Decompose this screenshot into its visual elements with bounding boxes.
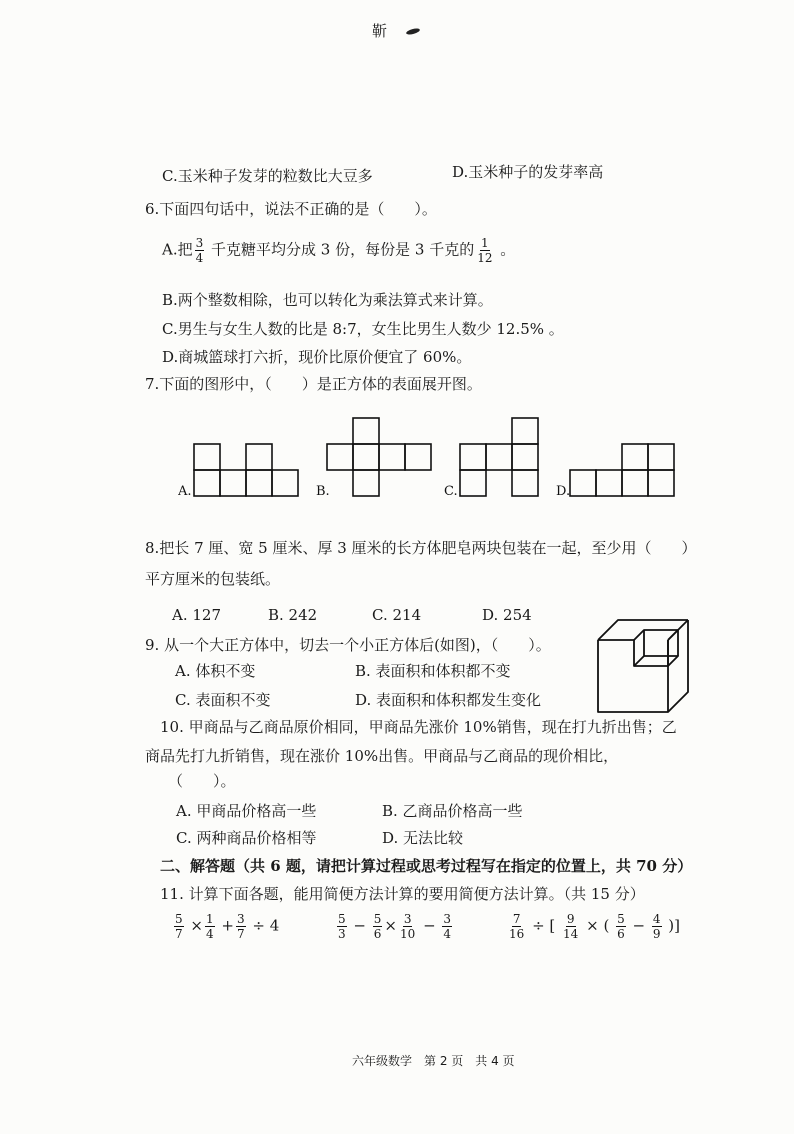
q6-a-middle: 千克糖平均分成 3 份，每份是 3 千克的 xyxy=(211,240,475,259)
fraction-denominator: 7 xyxy=(237,927,245,941)
fraction xyxy=(562,913,579,940)
operator: )] xyxy=(668,916,681,935)
q10-option-b: B. 乙商品价格高一些 xyxy=(382,802,523,820)
fraction-denominator: 12 xyxy=(477,251,493,265)
fraction-numerator: 3 xyxy=(237,912,245,926)
fraction xyxy=(373,913,383,940)
fraction xyxy=(205,913,215,940)
fraction xyxy=(174,913,184,940)
fraction-numerator: 3 xyxy=(443,912,452,926)
fraction-denominator: 10 xyxy=(400,927,416,941)
q11-stem: 11. 计算下面各题，能用简便方法计算的要用简便方法计算。（共 15 分） xyxy=(160,885,645,903)
page-footer: 六年级数学 第 2 页 共 4 页 xyxy=(352,1054,515,1068)
operator: − xyxy=(353,916,366,935)
fraction xyxy=(236,913,246,940)
net-label-d: D. xyxy=(556,484,571,499)
net-c xyxy=(460,418,538,496)
fraction-denominator: 9 xyxy=(652,927,661,941)
fraction-denominator: 4 xyxy=(443,927,452,941)
q10-line2: 商品先打九折销售，现在涨价 10%出售。甲商品与乙商品的现价相比， xyxy=(145,747,619,765)
net-label-b: B. xyxy=(316,484,330,499)
fraction-numerator: 5 xyxy=(617,912,625,926)
fraction-numerator: 3 xyxy=(403,912,412,926)
q10-option-c: C. 两种商品价格相等 xyxy=(176,829,317,847)
fraction-numerator: 4 xyxy=(652,912,661,926)
q6-option-b: B.两个整数相除，也可以转化为乘法算式来计算。 xyxy=(162,291,493,309)
fraction xyxy=(195,237,205,264)
operator: × xyxy=(384,916,397,935)
fraction-denominator: 16 xyxy=(509,927,525,941)
q11-expression-1 xyxy=(172,913,279,940)
fraction-numerator: 5 xyxy=(175,912,183,926)
section-2-heading: 二、解答题（共 6 题，请把计算过程或思考过程写在指定的位置上，共 70 分） xyxy=(160,857,693,875)
q10-line3: （ ）。 xyxy=(168,772,236,790)
net-d xyxy=(570,444,674,496)
q8-option-d: D. 254 xyxy=(482,606,532,624)
fraction-numerator: 5 xyxy=(338,912,346,926)
q10-line1: 10. 甲商品与乙商品原价相同，甲商品先涨价 10%销售，现在打九折出售；乙 xyxy=(160,718,677,736)
net-b xyxy=(327,418,431,496)
q9-option-b: B. 表面积和体积都不变 xyxy=(355,662,511,680)
q10-option-a: A. 甲商品价格高一些 xyxy=(176,802,317,820)
operator: ÷ 4 xyxy=(252,916,280,935)
fraction-denominator: 4 xyxy=(195,251,204,265)
operator: × ( xyxy=(586,916,610,935)
net-label-a: A. xyxy=(178,484,192,499)
fraction xyxy=(476,237,493,264)
fraction-numerator: 9 xyxy=(566,912,575,926)
operator: ÷ [ xyxy=(532,916,556,935)
q8-option-c: C. 214 xyxy=(372,606,422,624)
fraction-denominator: 6 xyxy=(617,927,625,941)
fraction-numerator: 5 xyxy=(373,912,382,926)
q5-option-d: D.玉米种子的发芽率高 xyxy=(452,163,604,181)
fraction xyxy=(399,913,416,940)
fraction xyxy=(508,913,525,940)
q11-expression-3 xyxy=(506,913,680,940)
q11-expression-2 xyxy=(335,913,454,940)
operator: − xyxy=(423,916,436,935)
operator: × xyxy=(190,916,203,935)
q8-line1: 8.把长 7 厘、宽 5 厘米、厚 3 厘米的长方体肥皂两块包装在一起，至少用（ ） xyxy=(145,539,697,557)
q10-option-d: D. 无法比较 xyxy=(382,829,464,847)
fraction xyxy=(616,913,626,940)
fraction xyxy=(442,913,452,940)
header-mark xyxy=(372,20,420,41)
q6-option-a xyxy=(162,237,515,264)
q5-option-c: C.玉米种子发芽的粒数比大豆多 xyxy=(162,167,373,185)
fraction-numerator: 1 xyxy=(481,236,489,250)
q7-stem: 7.下面的图形中，（ ）是正方体的表面展开图。 xyxy=(145,375,482,393)
q7-cube-nets xyxy=(178,415,688,505)
fraction-denominator: 4 xyxy=(206,927,214,941)
q6-option-d: D.商城篮球打六折，现价比原价便宜了 60%。 xyxy=(162,348,472,366)
fraction-denominator: 6 xyxy=(373,927,382,941)
operator: + xyxy=(221,916,234,935)
fraction xyxy=(652,913,662,940)
fraction-numerator: 3 xyxy=(195,236,204,250)
fraction-denominator: 3 xyxy=(338,927,346,941)
q8-line2: 平方厘米的包装纸。 xyxy=(145,570,281,588)
q8-option-a: A. 127 xyxy=(172,606,221,624)
q9-option-a: A. 体积不变 xyxy=(175,662,256,680)
net-label-c: C. xyxy=(444,484,458,499)
q6-stem: 6.下面四句话中，说法不正确的是（ ）。 xyxy=(145,200,437,218)
fraction-numerator: 7 xyxy=(512,912,521,926)
fraction xyxy=(337,913,347,940)
q9-option-c: C. 表面积不变 xyxy=(175,691,271,709)
ink-smudge xyxy=(405,27,420,35)
q6-option-c: C.男生与女生人数的比是 8:7，女生比男生人数少 12.5% 。 xyxy=(162,320,564,338)
q9-stem: 9. 从一个大正方体中，切去一个小正方体后(如图)，（ ）。 xyxy=(145,636,551,654)
fraction-denominator: 14 xyxy=(563,927,579,941)
q9-cube-figure xyxy=(590,610,700,720)
header-mark-text: 靳 xyxy=(372,22,388,40)
q6-a-suffix: 。 xyxy=(500,240,516,259)
q6-a-prefix: A.把 xyxy=(162,240,193,259)
q9-option-d: D. 表面积和体积都发生变化 xyxy=(355,691,542,709)
operator: − xyxy=(632,916,646,935)
q8-option-b: B. 242 xyxy=(268,606,318,624)
fraction-numerator: 1 xyxy=(206,912,214,926)
fraction-denominator: 7 xyxy=(175,927,183,941)
net-a xyxy=(194,444,298,496)
